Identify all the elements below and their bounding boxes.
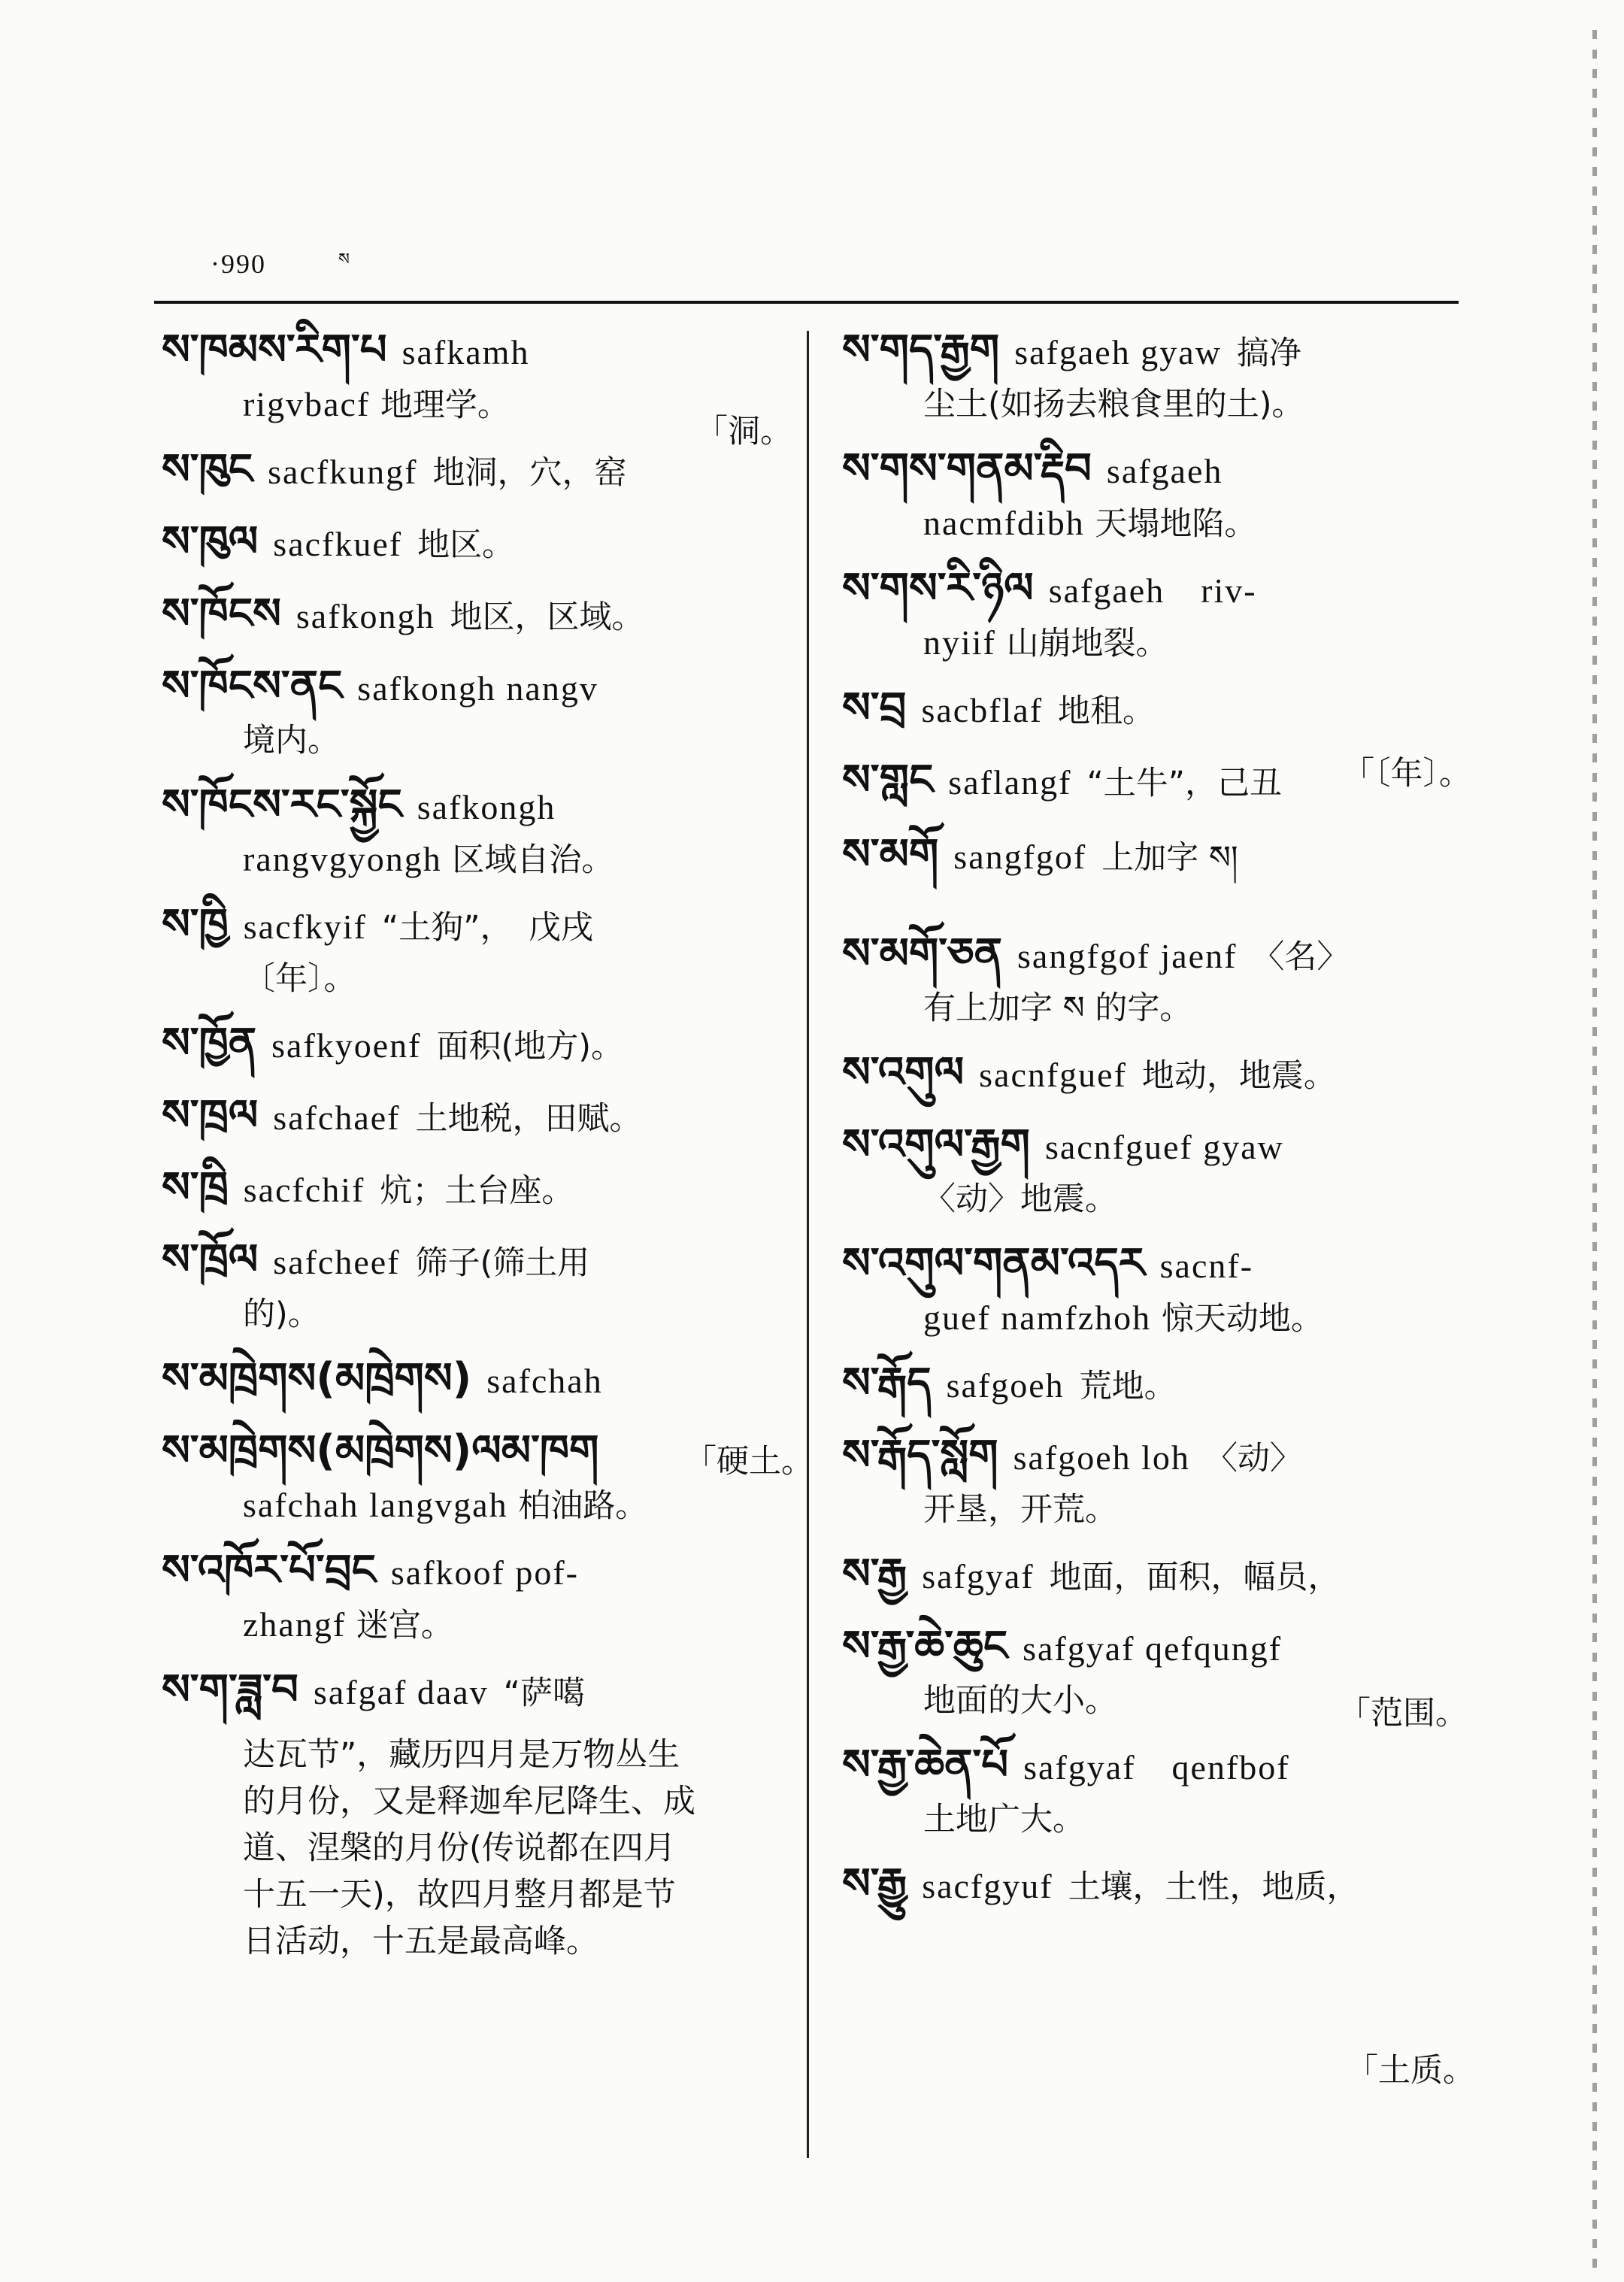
- tibetan-headword: ས་རྒོད: [842, 1359, 932, 1408]
- definition: 地面，面积，幅员，: [1049, 1559, 1341, 1596]
- continuation-definition: 的)。: [243, 1296, 320, 1333]
- entry-continuation: [842, 985, 1466, 1032]
- dictionary-entry: [842, 677, 1466, 739]
- right-overflow-3: 「土质。: [1346, 2052, 1475, 2090]
- dictionary-entry: [162, 894, 793, 1002]
- dictionary-entry: [842, 1353, 1466, 1414]
- romanization: safgyaf qefqungf: [1023, 1629, 1283, 1668]
- romanization: safgaeh: [1106, 452, 1223, 490]
- continuation-definition: 柏油路。: [518, 1487, 648, 1525]
- entry-headline: [842, 1544, 1466, 1605]
- tibetan-headword: ས་ཁྲི: [162, 1163, 229, 1212]
- entry-continuation: [842, 381, 1466, 428]
- continuation-definition: 有上加字 ས 的字。: [923, 989, 1192, 1027]
- definition: 筛子(筛土用: [415, 1244, 590, 1282]
- dictionary-entry: [842, 438, 1466, 547]
- continuation-romanization: guef namfzhoh: [923, 1299, 1152, 1337]
- entry-continuation: [842, 1176, 1466, 1223]
- tibetan-headword: ས་འགུལ: [842, 1048, 965, 1097]
- romanization: sacnfguef: [979, 1056, 1127, 1094]
- right-column: [842, 320, 1466, 1926]
- entry-headline: [162, 1229, 793, 1291]
- entry-headline: [162, 894, 793, 956]
- dictionary-entry: [162, 1659, 793, 1721]
- column-divider: [807, 331, 809, 2158]
- romanization: saflangf: [948, 763, 1072, 802]
- tibetan-headword: ས་མགོ: [842, 830, 939, 879]
- entry-headline: [162, 1659, 793, 1721]
- definition: 〈动〉: [1204, 1440, 1302, 1477]
- romanization: safgaeh riv-: [1048, 571, 1257, 610]
- tibetan-headword: ས་ཁྱི: [162, 900, 229, 949]
- tibetan-headword: ས་ཁུལ: [162, 517, 259, 566]
- entry-headline: [842, 1853, 1466, 1915]
- romanization: safgaeh gyaw: [1014, 333, 1222, 371]
- entry-headline: [162, 774, 793, 836]
- romanization: safgoeh: [946, 1366, 1065, 1405]
- definition: “土狗”， 戊戌: [381, 909, 593, 947]
- dictionary-entry: [842, 822, 1466, 913]
- entry-continuation: [842, 500, 1466, 547]
- dictionary-entry: [842, 1042, 1466, 1104]
- romanization: sacnfguef gyaw: [1044, 1128, 1284, 1166]
- tibetan-headword: ས་རྒྱ་ཆེན་པོ: [842, 1741, 1009, 1790]
- definition: 面积(地方)。: [436, 1028, 624, 1065]
- tibetan-headword: ས་ཁོངས་ནང: [162, 662, 343, 711]
- tibetan-headword: ས་གས་རི་ཉིལ: [842, 564, 1034, 613]
- entry-continuation: [162, 1291, 793, 1338]
- continuation-definition: 境内。: [243, 722, 340, 759]
- tibetan-headword: ས་འཁོར་པོ་བྲང: [162, 1546, 376, 1595]
- entry-headline: [162, 1013, 793, 1074]
- definition: 荒地。: [1079, 1368, 1177, 1405]
- entry-headline: [162, 656, 793, 717]
- paragraph-line: 日活动，十五是最高峰。: [243, 1923, 598, 1960]
- romanization: safkoof pof-: [390, 1553, 579, 1592]
- tibetan-headword: ས་མཁྲེགས(མཁྲེགས)ལམ་ཁག: [162, 1426, 599, 1475]
- tibetan-headword: ས་ཁམས་རིག་པ: [162, 326, 387, 374]
- entry-headline: [842, 438, 1466, 500]
- tibetan-headword: ས་ཁྲོལ: [162, 1235, 259, 1284]
- dictionary-entry: [842, 1114, 1466, 1223]
- definition: 上加字 ས།: [1101, 839, 1238, 877]
- dictionary-entry: [842, 558, 1466, 667]
- romanization: sacfchif: [243, 1171, 365, 1209]
- dictionary-entry: [162, 1229, 793, 1338]
- definition: 搞净: [1236, 335, 1301, 372]
- dictionary-entry: [842, 1425, 1466, 1533]
- continuation-definition: 尘土(如扬去粮食里的土)。: [923, 386, 1304, 423]
- continuation-definition: 地面的大小。: [923, 1682, 1117, 1720]
- left-overflow-2: 「硬土。: [684, 1443, 814, 1480]
- dictionary-entry: [842, 1735, 1466, 1843]
- tibetan-headword: ས་གད་རྒྱག: [842, 326, 1000, 374]
- continuation-definition: 开垦，开荒。: [923, 1491, 1117, 1529]
- entry-headline: [842, 1425, 1466, 1486]
- entry-headline: [842, 677, 1466, 739]
- entry-headline: [842, 822, 1466, 913]
- tibetan-headword: ས་རྒྱ: [842, 1550, 907, 1599]
- continuation-romanization: nacmfdibh: [923, 504, 1085, 542]
- entry-continuation: [162, 1482, 793, 1529]
- continuation-definition: 山崩地裂。: [1006, 625, 1168, 662]
- entry-continuation: [842, 1295, 1466, 1342]
- tibetan-headword: ས་རྒྱུ: [842, 1859, 907, 1908]
- romanization: sacfgyuf: [922, 1867, 1053, 1905]
- tibetan-headword: ས་ཁོངས: [162, 589, 281, 638]
- left-column: [162, 320, 793, 1965]
- dictionary-entry: [162, 583, 793, 645]
- entry-headline: [842, 923, 1466, 985]
- tibetan-headword: ས་གས་གནམ་རྡིབ: [842, 444, 1092, 493]
- entry-continuation: [842, 1796, 1466, 1843]
- paragraph-line: 道、涅槃的月份(传说都在四月: [243, 1829, 676, 1867]
- romanization: sacfkuef: [273, 525, 403, 563]
- continuation-definition: 〈动〉地震。: [923, 1180, 1117, 1218]
- tibetan-headword: ས་མགོ་ཅན: [842, 929, 1003, 978]
- entry-headline: [162, 320, 793, 381]
- continuation-romanization: rigvbacf: [243, 385, 371, 423]
- definition: 地租。: [1058, 692, 1156, 730]
- romanization: safchaef: [273, 1099, 401, 1137]
- entry-continuation: [842, 1486, 1466, 1533]
- romanization: safgoeh loh: [1013, 1438, 1190, 1477]
- definition: 土壤，土性，地质，: [1068, 1868, 1359, 1906]
- page-edge-artifact: [1592, 30, 1597, 2278]
- dictionary-entry: [842, 320, 1466, 428]
- entry-headline: [842, 1042, 1466, 1104]
- header-letter: ས: [338, 250, 350, 269]
- festival-paragraph: [162, 1732, 793, 1965]
- romanization: safkamh: [401, 333, 530, 371]
- entry-continuation: [162, 956, 793, 1002]
- dictionary-entry: [162, 656, 793, 764]
- romanization: sangfgof jaenf: [1017, 937, 1238, 975]
- page-number: ·990: [211, 249, 266, 279]
- right-overflow-1: 「〔年〕。: [1342, 755, 1471, 792]
- tibetan-headword: ས་ཁོངས་རང་སྐྱོང: [162, 780, 402, 829]
- dictionary-entry: [162, 1085, 793, 1147]
- romanization: safkongh: [295, 597, 435, 635]
- dictionary-entry: [842, 1853, 1466, 1915]
- continuation-definition: 天塌地陷。: [1095, 505, 1257, 543]
- definition: “萨噶: [503, 1674, 585, 1712]
- tibetan-headword: ས་ཁྲལ: [162, 1091, 259, 1140]
- continuation-romanization: safchah langvgah: [243, 1486, 508, 1524]
- entry-continuation: [842, 620, 1466, 667]
- tibetan-headword: ས་རྒྱ་ཆེ་ཆུང: [842, 1622, 1008, 1671]
- right-overflow-2: 「范围。: [1338, 1695, 1468, 1732]
- entry-headline: [162, 583, 793, 645]
- definition: 炕；土台座。: [380, 1172, 574, 1210]
- entry-continuation: [162, 836, 793, 883]
- romanization: sangfgof: [953, 838, 1087, 876]
- entry-headline: [842, 320, 1466, 381]
- romanization: safgaf daav: [313, 1673, 489, 1711]
- continuation-definition: 区域自治。: [452, 841, 614, 879]
- tibetan-headword: ས་ག་ཟླ་བ: [162, 1665, 298, 1714]
- tibetan-headword: ས་མཁྲེགས(མཁྲེགས): [162, 1354, 472, 1403]
- dictionary-entry: [842, 1544, 1466, 1605]
- entry-headline: [842, 1616, 1466, 1677]
- romanization: sacbflaf: [921, 691, 1044, 729]
- tibetan-headword: ས་གླང: [842, 756, 934, 805]
- entry-continuation: [162, 717, 793, 764]
- dictionary-entry: [162, 1348, 793, 1410]
- tibetan-headword: ས་འགུལ་གནམ་འདར: [842, 1239, 1145, 1288]
- definition: “土牛”，己丑: [1086, 765, 1283, 802]
- continuation-definition: 地理学。: [380, 386, 510, 424]
- continuation-definition: 迷宫。: [356, 1607, 453, 1644]
- romanization: safgyaf qenfbof: [1023, 1748, 1290, 1787]
- entry-headline: [842, 1114, 1466, 1176]
- definition: 地动，地震。: [1141, 1057, 1336, 1095]
- dictionary-entry: [842, 923, 1466, 1032]
- tibetan-headword: ས་རྒོད་སློག: [842, 1431, 998, 1480]
- paragraph-line: 的月份，又是释迦牟尼降生、成: [243, 1783, 695, 1820]
- continuation-definition: 土地广大。: [923, 1801, 1085, 1838]
- tibetan-headword: ས་ཁུང: [162, 445, 253, 494]
- dictionary-entry: [162, 1540, 793, 1649]
- entry-headline: [842, 1353, 1466, 1414]
- romanization: safchah: [486, 1362, 603, 1400]
- continuation-romanization: nyiif: [923, 623, 996, 662]
- continuation-romanization: rangvgyongh: [243, 840, 442, 878]
- dictionary-entry: [162, 774, 793, 883]
- romanization: sacnf-: [1159, 1247, 1254, 1285]
- dictionary-entry: [162, 511, 793, 573]
- entry-headline: [842, 1233, 1466, 1295]
- entry-headline: [842, 1735, 1466, 1796]
- continuation-definition: 〔年〕。: [243, 960, 356, 998]
- entry-headline: [162, 1348, 793, 1410]
- entry-headline: [162, 511, 793, 573]
- entry-headline: [842, 558, 1466, 620]
- continuation-definition: 惊天动地。: [1161, 1300, 1323, 1338]
- continuation-romanization: zhangf: [243, 1605, 347, 1644]
- definition: 〈名〉: [1252, 938, 1350, 976]
- definition: 地区。: [417, 526, 515, 564]
- dictionary-entry: [162, 1013, 793, 1074]
- dictionary-entry: [842, 1233, 1466, 1342]
- top-rule: [154, 301, 1459, 304]
- paragraph-line: 达瓦节”，藏历四月是万物丛生: [243, 1736, 680, 1774]
- left-overflow-1: 「洞。: [695, 413, 792, 450]
- entry-headline: [162, 1085, 793, 1147]
- tibetan-headword: ས་འགུལ་རྒྱག: [842, 1120, 1030, 1169]
- romanization: sacfkungf: [268, 453, 418, 491]
- romanization: safcheef: [273, 1243, 401, 1281]
- entry-headline: [162, 1157, 793, 1219]
- tibetan-headword: ས་ཁྱོན: [162, 1019, 257, 1068]
- definition: 地区，区域。: [450, 599, 644, 636]
- romanization: safgyaf: [922, 1557, 1035, 1596]
- paragraph-line: 十五一天)，故四月整月都是节: [243, 1876, 676, 1914]
- entry-continuation: [162, 1602, 793, 1649]
- romanization: sacfkyif: [243, 908, 367, 946]
- romanization: safkyoenf: [271, 1026, 422, 1065]
- definition: 土地税，田赋。: [415, 1100, 642, 1138]
- romanization: safkongh nangv: [357, 669, 598, 708]
- entry-headline: [162, 1540, 793, 1602]
- tibetan-headword: ས་བྲ: [842, 683, 907, 732]
- dictionary-entry: [162, 1157, 793, 1219]
- definition: 地洞，穴，窑: [432, 454, 627, 492]
- romanization: safkongh: [417, 788, 556, 826]
